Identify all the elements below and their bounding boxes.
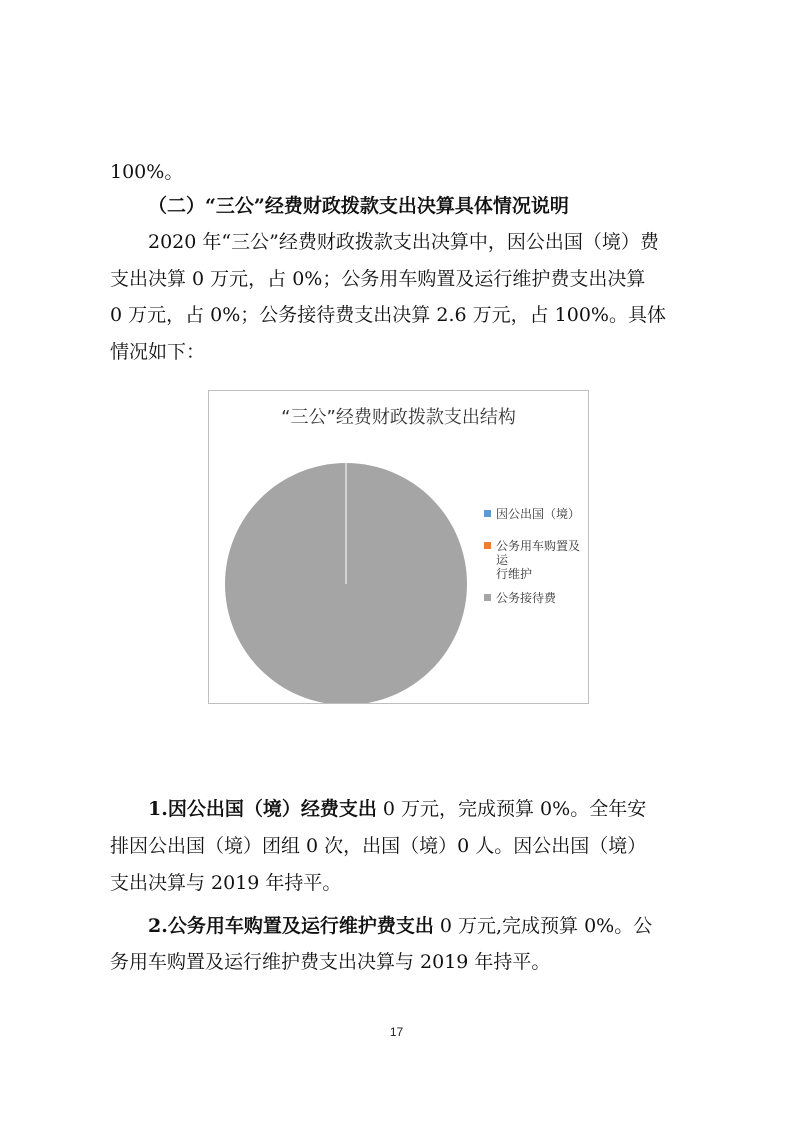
- chart-title: “三公”经费财政拨款支出结构: [281, 407, 516, 428]
- paragraph-line: [110, 303, 666, 327]
- legend-item-overseas: [484, 507, 584, 521]
- paragraph-100pct: [110, 160, 183, 184]
- legend-item-vehicles: [484, 539, 584, 581]
- paragraph-line: [110, 950, 550, 974]
- legend-swatch-vehicles: [484, 542, 491, 549]
- paragraph-line: [148, 797, 646, 821]
- paragraph-line: [110, 871, 341, 895]
- paragraph-text: 2020 年“三公”经费财政拨款支出决算中，因公出国（境）费: [148, 231, 659, 253]
- paragraph-line: [110, 340, 205, 364]
- heading-text: （二）“三公”经费财政拨款支出决算具体情况说明: [148, 195, 569, 217]
- legend-item-reception: [484, 591, 584, 605]
- paragraph-line: [110, 834, 646, 858]
- legend-swatch-reception: [484, 594, 491, 601]
- legend-label: 因公出国（境）: [496, 507, 581, 521]
- paragraph-text: 支出决算与 2019 年持平。: [110, 872, 342, 894]
- paragraph-text: 0 万元，占 0%；公务接待费支出决算 2.6 万元，占 100%。具体: [110, 304, 666, 326]
- paragraph-line: [110, 267, 645, 291]
- page-number: 17: [389, 1025, 404, 1039]
- paragraph-line: [148, 914, 652, 938]
- paragraph-text: 务用车购置及运行维护费支出决算与 2019 年持平。: [110, 951, 551, 973]
- legend-label: 行维护: [496, 567, 533, 581]
- paragraph-text: 排因公出国（境）团组 0 次，出国（境）0 人。因公出国（境）: [110, 835, 647, 857]
- pie-chart: [208, 390, 589, 704]
- paragraph-line: [148, 230, 659, 254]
- paragraph-text: 100%。: [110, 161, 184, 183]
- legend-label: 公务接待费: [496, 591, 557, 605]
- legend-label: 公务用车购置及运: [496, 539, 581, 567]
- item2-title: 2.公务用车购置及运行维护费支出: [148, 915, 434, 937]
- item1-title: 1.因公出国（境）经费支出: [148, 798, 377, 820]
- paragraph-text: 情况如下：: [110, 341, 206, 363]
- paragraph-text: 支出决算 0 万元，占 0%；公务用车购置及运行维护费支出决算: [110, 268, 646, 290]
- section-heading: [148, 194, 569, 218]
- legend-swatch-overseas: [484, 510, 491, 517]
- item1-text: 0 万元，完成预算 0%。全年安: [376, 798, 647, 820]
- chart-legend: [484, 507, 584, 623]
- item2-text: 0 万元,完成预算 0%。公: [433, 915, 653, 937]
